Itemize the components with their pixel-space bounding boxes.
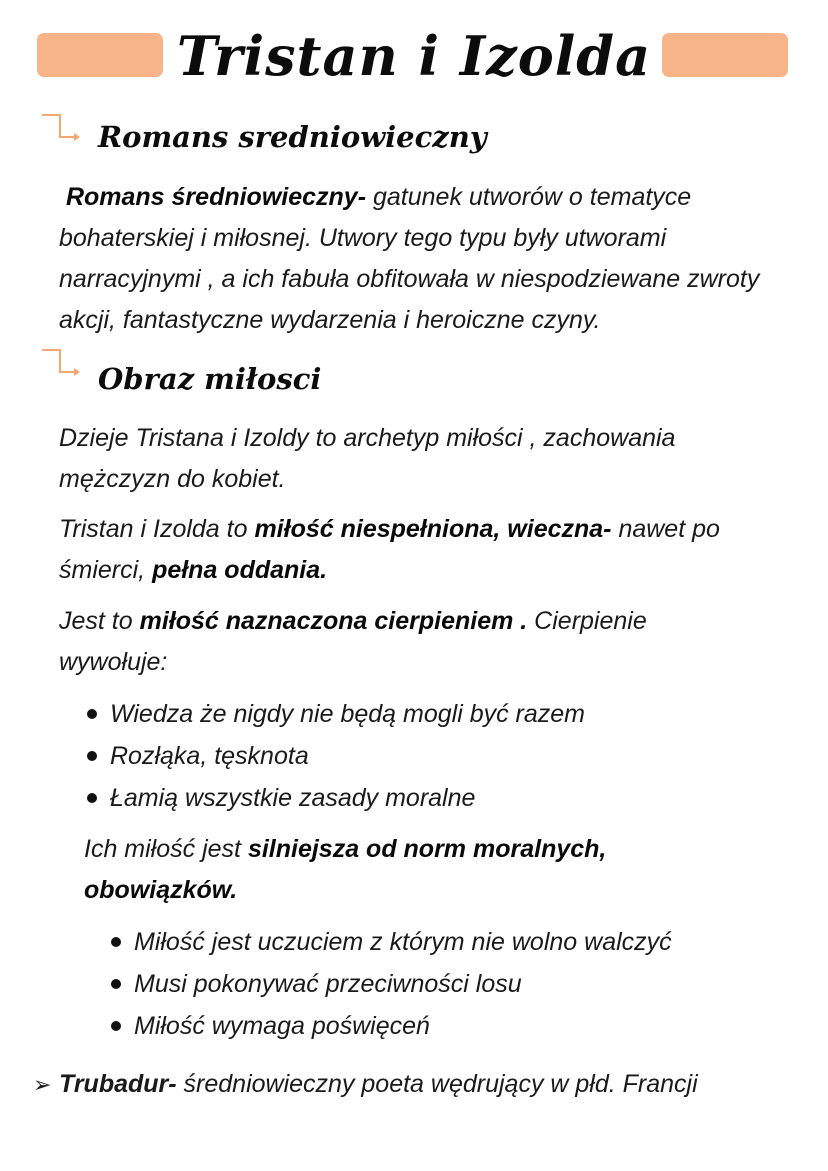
- bullet-dot-icon: [111, 937, 121, 947]
- romans-definition: [59, 177, 799, 341]
- list-item-text: Miłość jest uczuciem z którym nie wolno walczyć: [134, 928, 672, 956]
- list-milosc: [108, 921, 672, 1047]
- title-decor-bar-left: [37, 33, 163, 77]
- list-item-text: Łamią wszystkie zasady moralne: [110, 784, 476, 812]
- list-item: [108, 921, 672, 963]
- arrow-right-turn-icon: [40, 112, 86, 144]
- list-item: [84, 777, 585, 819]
- bullet-dot-icon: [87, 793, 97, 803]
- romans-definition-text: gatunek utworów o tematyce bohaterskiej i miłosnej. Utwory tego typu były utworami narracyjnymi , a ich fabuła obfitowała w niespodziewane zwroty akcji, fantastyczne wydarzenia i heroiczne czyny.: [59, 183, 760, 334]
- paragraph-silniejsza: [84, 829, 684, 911]
- chevron-arrow-icon: ➢: [33, 1072, 52, 1097]
- title-decor-bar-right: [662, 33, 788, 77]
- list-item: [84, 735, 585, 777]
- bullet-dot-icon: [111, 979, 121, 989]
- list-item: [84, 693, 585, 735]
- p3-bold-b: miłość naznaczona cierpieniem .: [139, 607, 528, 635]
- p4-text-a: Ich miłość jest: [84, 835, 248, 863]
- list-item: [108, 963, 672, 1005]
- list-item-text: Wiedza że nigdy nie będą mogli być razem: [110, 700, 586, 728]
- paragraph-archetyp: Dzieje Tristana i Izoldy to archetyp miłości , zachowania mężczyzn do kobiet.: [59, 424, 676, 493]
- p2-text-c: nawet po śmierci,: [59, 515, 720, 584]
- p2-bold-b: miłość niespełniona, wieczna-: [254, 515, 612, 543]
- list-cierpienie: [84, 693, 585, 819]
- trubadur-text: średniowieczny poeta wędrujący w płd. Francji: [176, 1070, 698, 1098]
- romans-term: Romans średniowieczny-: [65, 183, 367, 211]
- p2-bold-d: pełna oddania.: [152, 556, 328, 584]
- list-item-text: Miłość wymaga poświęceń: [134, 1012, 430, 1040]
- trubadur-definition: [33, 1064, 813, 1105]
- section-heading-obraz: Obraz miłosci: [98, 362, 322, 396]
- p3-text-c: Cierpienie wywołuje:: [59, 607, 647, 676]
- section-heading-romans: Romans sredniowieczny: [98, 120, 487, 154]
- bullet-dot-icon: [87, 751, 97, 761]
- page-title: Tristan i Izolda: [176, 24, 652, 88]
- bullet-dot-icon: [111, 1021, 121, 1031]
- paragraph-cierpienie: [59, 601, 739, 683]
- trubadur-term: Trubadur-: [59, 1070, 177, 1098]
- bullet-dot-icon: [87, 709, 97, 719]
- list-item-text: Rozłąka, tęsknota: [110, 742, 309, 770]
- paragraph-milosc-niespelniona: [59, 509, 779, 591]
- p4-bold-b: silniejsza od norm moralnych, obowiązków.: [84, 835, 607, 904]
- list-item: [108, 1005, 672, 1047]
- arrow-right-turn-icon: [40, 347, 86, 379]
- list-item-text: Musi pokonywać przeciwności losu: [134, 970, 522, 998]
- p3-text-a: Jest to: [59, 607, 140, 635]
- p2-text-a: Tristan i Izolda to: [59, 515, 255, 543]
